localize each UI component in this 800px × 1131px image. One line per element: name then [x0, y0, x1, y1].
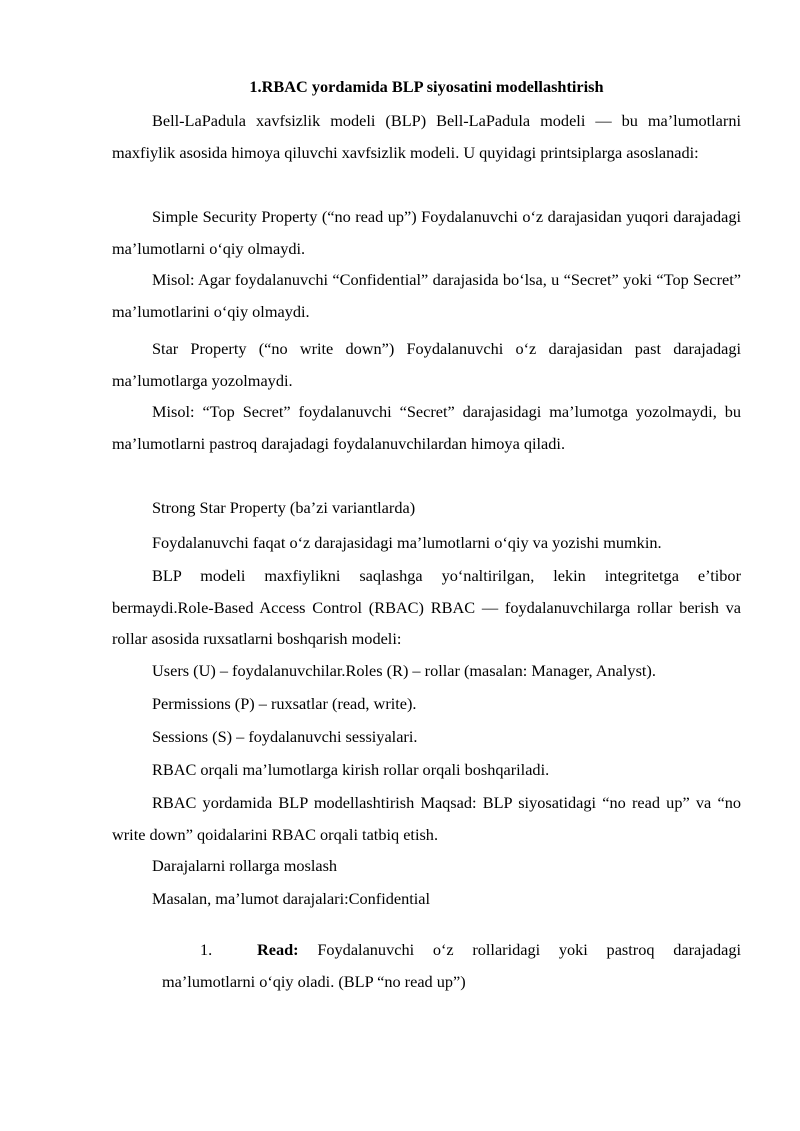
list-item-read [162, 934, 741, 997]
paragraph-rbac-access: RBAC orqali ma’lumotlarga kirish rollar orqali boshqariladi. [152, 760, 550, 779]
paragraph-users-roles: Users (U) – foydalanuvchilar.Roles (R) – rollar (masalan: Manager, Analyst). [152, 661, 656, 680]
paragraph-example-1: Misol: Agar foydalanuvchi “Confidential” darajasida bo‘lsa, u “Secret” yoki “Top Secret” ma’lumotlarini o‘qiy olmaydi. [112, 270, 741, 321]
paragraph-rbac-intro: BLP modeli maxfiylikni saqlashga yo‘naltirilgan, lekin integritetga e’tibor bermaydi.Role-Based Access Control (RBAC) RBAC — foydalanuvchilarga rollar berish va rollar asosida ruxsatlarni boshqarish modeli: [112, 566, 741, 649]
document-title: 1.RBAC yordamida BLP siyosatini modellashtirish [249, 77, 604, 96]
paragraph-sessions: Sessions (S) – foydalanuvchi sessiyalari. [152, 727, 418, 746]
paragraph-permissions: Permissions (P) – ruxsatlar (read, write). [152, 694, 417, 713]
list-item-label: Read: [257, 940, 299, 959]
paragraph-example-2: Misol: “Top Secret” foydalanuvchi “Secret” darajasidagi ma’lumotga yozolmaydi, bu ma’lumotlarni pastroq darajadagi foydalanuvchilardan himoya qiladi. [112, 402, 741, 453]
list-item-text: Foydalanuvchi o‘z rollaridagi yoki pastroq darajadagi ma’lumotlarni o‘qiy oladi. (BLP “no read up”) [162, 940, 742, 991]
paragraph-simple-security: Simple Security Property (“no read up”) Foydalanuvchi o‘z darajasidan yuqori darajadagi ma’lumotlarni o‘qiy olmaydi. [112, 207, 741, 258]
paragraph-star-property: Star Property (“no write down”) Foydalanuvchi o‘z darajasidan past darajadagi ma’lumotlarga yozolmaydi. [112, 339, 741, 390]
list-item-number: 1. [200, 940, 213, 959]
paragraph-blp-intro: Bell-LaPadula xavfsizlik modeli (BLP) Bell-LaPadula modeli — bu ma’lumotlarni maxfiylik asosida himoya qiluvchi xavfsizlik modeli. U quyidagi printsiplarga asoslanadi: [112, 111, 741, 162]
paragraph-levels-example: Masalan, ma’lumot darajalari:Confidential [152, 889, 431, 908]
paragraph-strong-star-desc: Foydalanuvchi faqat o‘z darajasidagi ma’lumotlarni o‘qiy va yozishi mumkin. [152, 533, 662, 552]
paragraph-levels-to-roles: Darajalarni rollarga moslash [152, 856, 338, 875]
paragraph-rbac-blp-goal: RBAC yordamida BLP modellashtirish Maqsad: BLP siyosatidagi “no read up” va “no write down” qoidalarini RBAC orqali tatbiq etish. [112, 793, 741, 844]
paragraph-strong-star: Strong Star Property (ba’zi variantlarda) [152, 498, 416, 517]
